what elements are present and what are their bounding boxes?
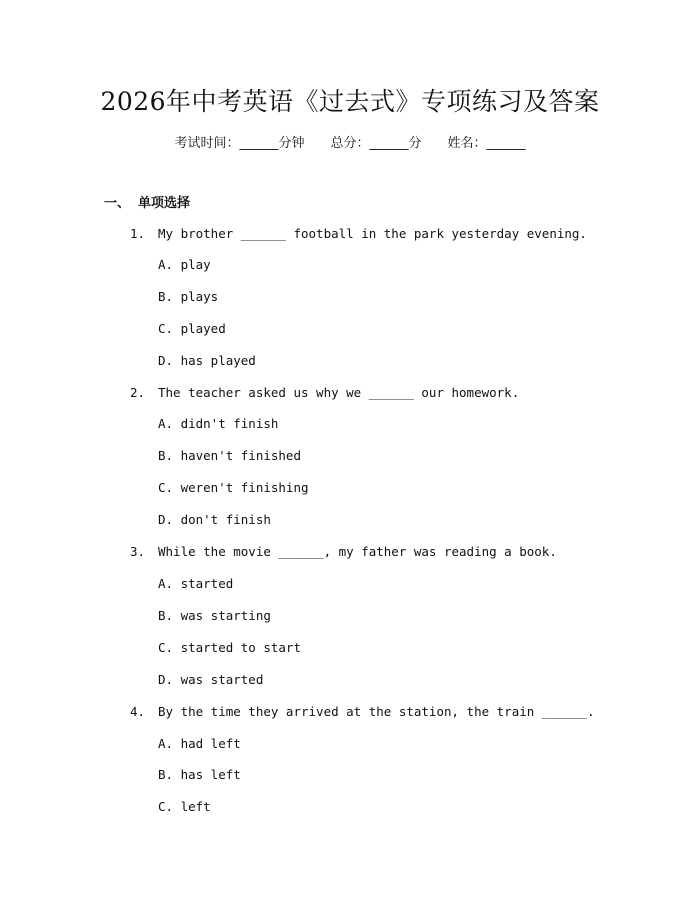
section-title: 单项选择 xyxy=(138,196,191,211)
question-text: By the time they arrived at the station, the train ______. xyxy=(158,704,595,719)
question-3-option-a: A. started xyxy=(158,576,234,591)
question-text: My brother ______ football in the park yesterday evening. xyxy=(158,226,587,241)
question-2 xyxy=(130,385,519,400)
section-number: 一、 xyxy=(104,196,131,211)
question-4-option-c: C. left xyxy=(158,799,211,814)
question-3-option-c: C. started to start xyxy=(158,640,301,655)
exam-meta xyxy=(0,132,700,151)
question-number: 4. xyxy=(130,704,146,719)
section-heading xyxy=(104,192,190,211)
question-text: While the movie ______, my father was reading a book. xyxy=(158,544,557,559)
question-3-option-b: B. was starting xyxy=(158,608,271,623)
question-1-option-b: B. plays xyxy=(158,289,219,304)
total-score-field: 总分：______分 xyxy=(330,136,422,151)
document-title: 2026年中考英语《过去式》专项练习及答案 xyxy=(100,87,600,116)
question-number: 1. xyxy=(130,226,146,241)
question-1-option-c: C. played xyxy=(158,321,226,336)
exam-time-field: 考试时间：______分钟 xyxy=(174,136,305,151)
question-text: The teacher asked us why we ______ our homework. xyxy=(158,385,520,400)
question-4 xyxy=(130,704,595,719)
question-3-option-d: D. was started xyxy=(158,672,264,687)
question-2-option-b: B. haven't finished xyxy=(158,448,301,463)
question-1 xyxy=(130,226,587,241)
question-1-option-a: A. play xyxy=(158,257,211,272)
question-4-option-b: B. has left xyxy=(158,767,241,782)
question-number: 2. xyxy=(130,385,146,400)
question-2-option-c: C. weren't finishing xyxy=(158,480,309,495)
question-3 xyxy=(130,544,557,559)
question-1-option-d: D. has played xyxy=(158,353,256,368)
question-2-option-d: D. don't finish xyxy=(158,512,271,527)
student-name-field: 姓名：______ xyxy=(447,136,526,151)
question-4-option-a: A. had left xyxy=(158,736,241,751)
question-number: 3. xyxy=(130,544,146,559)
question-2-option-a: A. didn't finish xyxy=(158,416,279,431)
